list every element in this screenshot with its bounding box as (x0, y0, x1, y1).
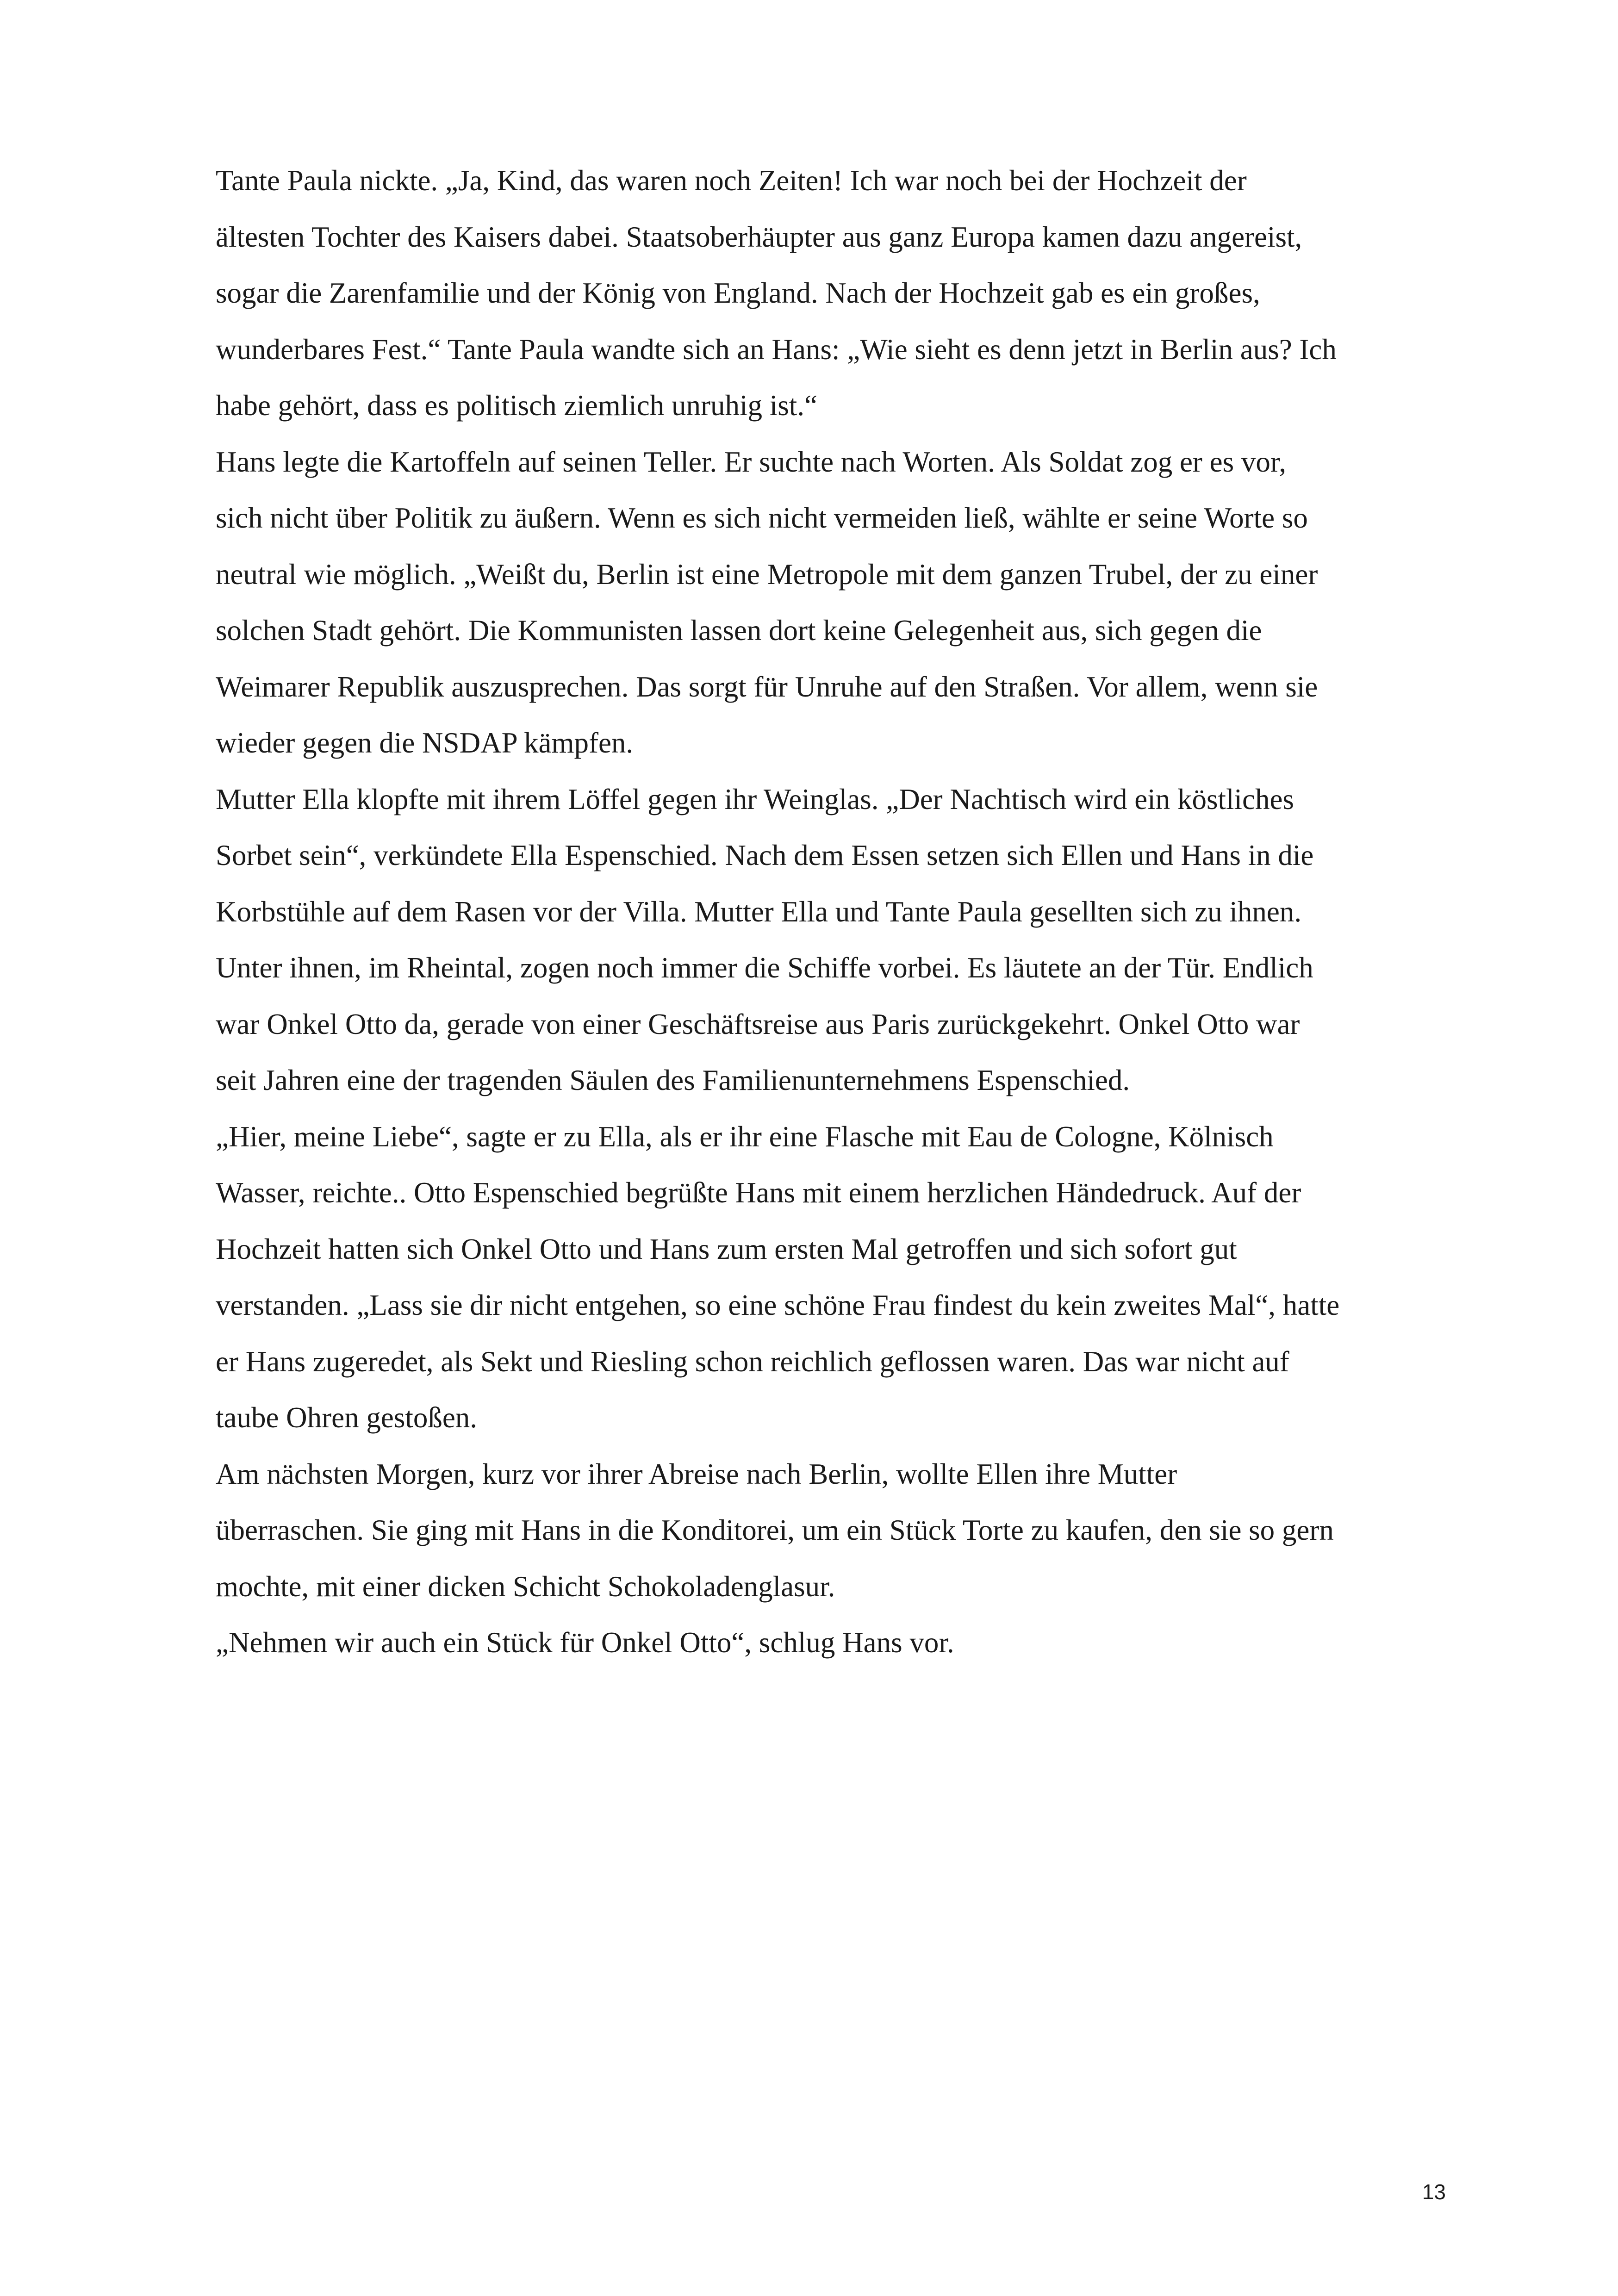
paragraph (189, 434, 1443, 772)
text-line: überraschen. Sie ging mit Hans in die Konditorei, um ein Stück Torte zu kaufen, den sie so gern (216, 1514, 1334, 1546)
text-line: Sorbet sein“, verkündete Ella Espenschied. Nach dem Essen setzen sich Ellen und Hans in die (216, 839, 1314, 871)
text-line: Korbstühle auf dem Rasen vor der Villa. Mutter Ella und Tante Paula gesellten sich zu ihnen. (216, 895, 1302, 928)
paragraph (189, 1446, 1443, 1615)
text-line: wieder gegen die NSDAP kämpfen. (216, 727, 634, 759)
paragraph (189, 1109, 1443, 1446)
text-line: „Hier, meine Liebe“, sagte er zu Ella, als er ihr eine Flasche mit Eau de Cologne, Kölnisch (216, 1120, 1274, 1153)
text-line: solchen Stadt gehört. Die Kommunisten lassen dort keine Gelegenheit aus, sich gegen die (216, 614, 1262, 647)
body-text (189, 153, 1443, 1671)
text-line: Hochzeit hatten sich Onkel Otto und Hans zum ersten Mal getroffen und sich sofort gut (216, 1232, 1237, 1265)
text-line: Mutter Ella klopfte mit ihrem Löffel gegen ihr Weinglas. „Der Nachtisch wird ein köstliches (216, 783, 1294, 815)
text-line: war Onkel Otto da, gerade von einer Geschäftsreise aus Paris zurückgekehrt. Onkel Otto war (216, 1008, 1300, 1040)
text-line: Weimarer Republik auszusprechen. Das sorgt für Unruhe auf den Straßen. Vor allem, wenn sie (216, 670, 1318, 703)
text-line: neutral wie möglich. „Weißt du, Berlin ist eine Metropole mit dem ganzen Trubel, der zu einer (216, 558, 1318, 591)
paragraph (189, 772, 1443, 1109)
text-line: taube Ohren gestoßen. (216, 1401, 478, 1434)
text-line: wunderbares Fest.“ Tante Paula wandte sich an Hans: „Wie sieht es denn jetzt in Berlin aus? Ich (216, 333, 1337, 366)
text-line: ältesten Tochter des Kaisers dabei. Staatsoberhäupter aus ganz Europa kamen dazu angereist, (216, 220, 1302, 253)
text-line: sich nicht über Politik zu äußern. Wenn es sich nicht vermeiden ließ, wählte er seine Worte so (216, 502, 1308, 534)
text-line: Am nächsten Morgen, kurz vor ihrer Abreise nach Berlin, wollte Ellen ihre Mutter (216, 1457, 1177, 1490)
text-line: mochte, mit einer dicken Schicht Schokoladenglasur. (216, 1570, 835, 1603)
page-number: 13 (1422, 2180, 1446, 2204)
text-line: Tante Paula nickte. „Ja, Kind, das waren noch Zeiten! Ich war noch bei der Hochzeit der (216, 164, 1247, 197)
text-line: Hans legte die Kartoffeln auf seinen Teller. Er suchte nach Worten. Als Soldat zog er es vor, (216, 445, 1287, 478)
text-line: „Nehmen wir auch ein Stück für Onkel Otto“, schlug Hans vor. (216, 1626, 954, 1659)
text-line: Unter ihnen, im Rheintal, zogen noch immer die Schiffe vorbei. Es läutete an der Tür. Endlich (216, 952, 1313, 984)
text-line: seit Jahren eine der tragenden Säulen des Familienunternehmens Espenschied. (216, 1064, 1130, 1096)
paragraph (189, 1615, 1443, 1671)
text-line: Wasser, reichte.. Otto Espenschied begrüßte Hans mit einem herzlichen Händedruck. Auf der (216, 1176, 1301, 1209)
text-line: verstanden. „Lass sie dir nicht entgehen, so eine schöne Frau findest du kein zweites Mal“, hatte (216, 1289, 1340, 1321)
text-line: sogar die Zarenfamilie und der König von England. Nach der Hochzeit gab es ein großes, (216, 277, 1260, 309)
paragraph (189, 153, 1443, 434)
text-line: habe gehört, dass es politisch ziemlich unruhig ist.“ (216, 389, 817, 422)
text-line: er Hans zugeredet, als Sekt und Riesling schon reichlich geflossen waren. Das war nicht auf (216, 1345, 1289, 1378)
